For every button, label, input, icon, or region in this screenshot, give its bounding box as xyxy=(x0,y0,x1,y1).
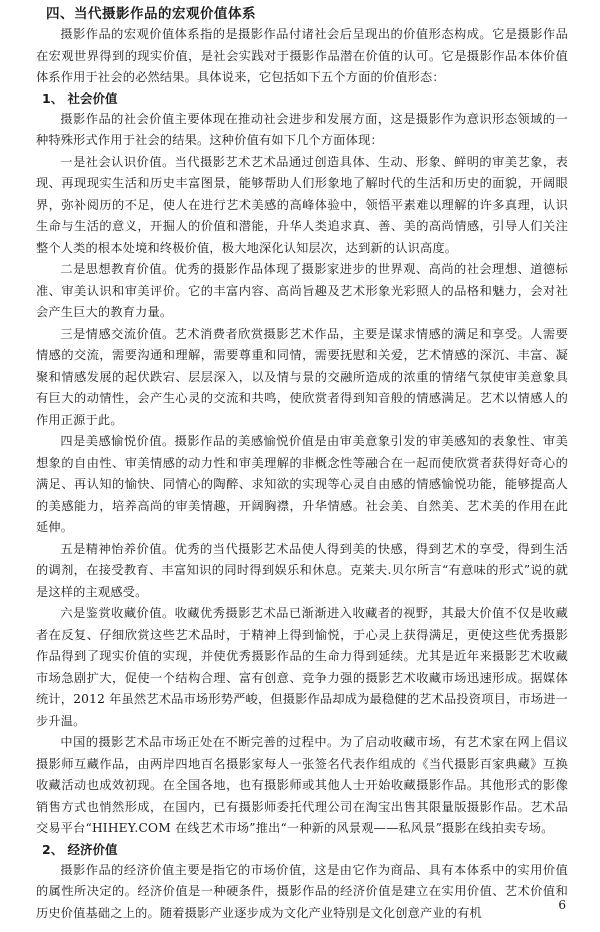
page-number: 6 xyxy=(558,898,566,912)
paragraph: 五是精神怡养价值。优秀的当代摄影艺术品使人得到美的快感，得到艺术的享受，得到生活的调剂，在接受教育、丰富知识的同时得到娱乐和休息。克莱夫.贝尔所言“有意味的形式”说的就是这样的主观感受。 xyxy=(36,541,568,599)
paragraph: 六是鉴赏收藏价值。收藏优秀摄影艺术品已渐渐进入收藏者的视野，其最大价值不仅是收藏者在反复、仔细欣赏这些艺术品时，于精神上得到愉悦，于心灵上获得满足，更使这些优秀摄影作品得到了现实价值的实现，并使优秀摄影作品的生命力得到延续。尤其是近年来摄影艺术收藏市场急剧扩大，促使一个结构合理、富有创意、竞争力强的摄影艺术收藏市场迅速形成。据媒体统计，2012 年虽然艺术品市场形势严峻，但摄影作品却成为最稳健的艺术品投资项目，市场进一步升温。 xyxy=(36,606,568,728)
subsection-title-economic: 2、 经济价值 xyxy=(42,841,118,857)
subsection-title-social: 1、 社会价值 xyxy=(42,90,118,106)
paragraph: 二是思想教育价值。优秀的摄影作品体现了摄影家进步的世界观、高尚的社会理想、道德标准、审美认识和审美评价。它的丰富内容、高尚旨趣及艺术形象光彩照人的品格和魅力，会对社会产生巨大的教育力量。 xyxy=(36,262,568,319)
section-title: 四、当代摄影作品的宏观价值体系 xyxy=(46,6,256,22)
paragraph: 三是情感交流价值。艺术消费者欣赏摄影艺术作品，主要是谋求情感的满足和享受。人需要情感的交流，需要沟通和理解，需要尊重和同情，需要抚慰和关爱，艺术情感的深沉、丰富、凝聚和情感发展的起伏跌宕、层层深入，以及情与景的交融所造成的浓重的情绪气氛使审美意象具有巨大的动情性，会产生心灵的交流和共鸣，使欣赏者得到知音般的情感满足。艺术以情感人的作用正源于此。 xyxy=(36,326,568,427)
document-page xyxy=(36,4,568,924)
paragraph: 一是社会认识价值。当代摄影艺术艺术品通过创造具体、生动、形象、鲜明的审美艺象，表现、再现现实生活和历史丰富图景，能够帮助人们形象地了解时代的生活和历史的面貌，开阔眼界，弥补阅历的不足，使人在进行艺术美感的高峰体验中，领悟平素难以理解的许多真理，认识生命与生活的意义，开掘人的价值和潜能，升华人类追求真、善、美的高尚情感，引导人们关注整个人类的根本处境和终极价值，极大地深化认知层次，达到新的认识高度。 xyxy=(36,154,568,255)
paragraph: 摄影作品的经济价值主要是指它的市场价值，这是由它作为商品、具有本体系中的实用价值的属性所决定的。经济价值是一种硬条件，摄影作品的经济价值是建立在实用价值、艺术价值和历史价值基础之上的。随着摄影产业逐步成为文化产业特别是文化创意产业的有机 xyxy=(36,862,568,920)
paragraph: 四是美感愉悦价值。摄影作品的美感愉悦价值是由审美意象引发的审美感知的表象性、审美想象的自由性、审美情感的动力性和审美理解的非概念性等融合在一起而使欣赏者获得好奇心的满足、再认知的愉快、同情心的陶醉、求知欲的实现等心灵自由感的情感愉悦功能，能够提高人的美感能力，培养高尚的审美情趣，开阔胸襟，升华情感。社会美、自然美、艺术美的作用在此延伸。 xyxy=(36,434,568,534)
intro-paragraph: 摄影作品的宏观价值体系指的是摄影作品付诸社会后呈现出的价值形态构成。它是摄影作品在宏观世界得到的现实价值，是社会实践对于摄影作品潜在价值的认可。它是摄影作品本体价值体系作用于社会的必然结果。具体说来，它包括如下五个方面的价值形态： xyxy=(36,27,568,84)
paragraph: 中国的摄影艺术品市场正处在不断完善的过程中。为了启动收藏市场，有艺术家在网上倡议摄影师互藏作品，由两岸四地百名摄影家每人一张签名代表作组成的《当代摄影百家典藏》互换收藏活动也成效初现。在全国各地，也有摄影师或其他人士开始收藏摄影作品。其他形式的影像销售方式也悄然形成，在国内，已有摄影师委托代理公司在淘宝出售其限量版摄影作品。艺术品交易平台“HIHEY.COM 在线艺术市场”推出“一种新的风景观——私风景”摄影在线拍卖专场。 xyxy=(36,735,568,835)
paragraph: 摄影作品的社会价值主要体现在推动社会进步和发展方面，这是摄影作为意识形态领域的一种特殊形式作用于社会的结果。这种价值有如下几个方面体现： xyxy=(36,111,568,147)
